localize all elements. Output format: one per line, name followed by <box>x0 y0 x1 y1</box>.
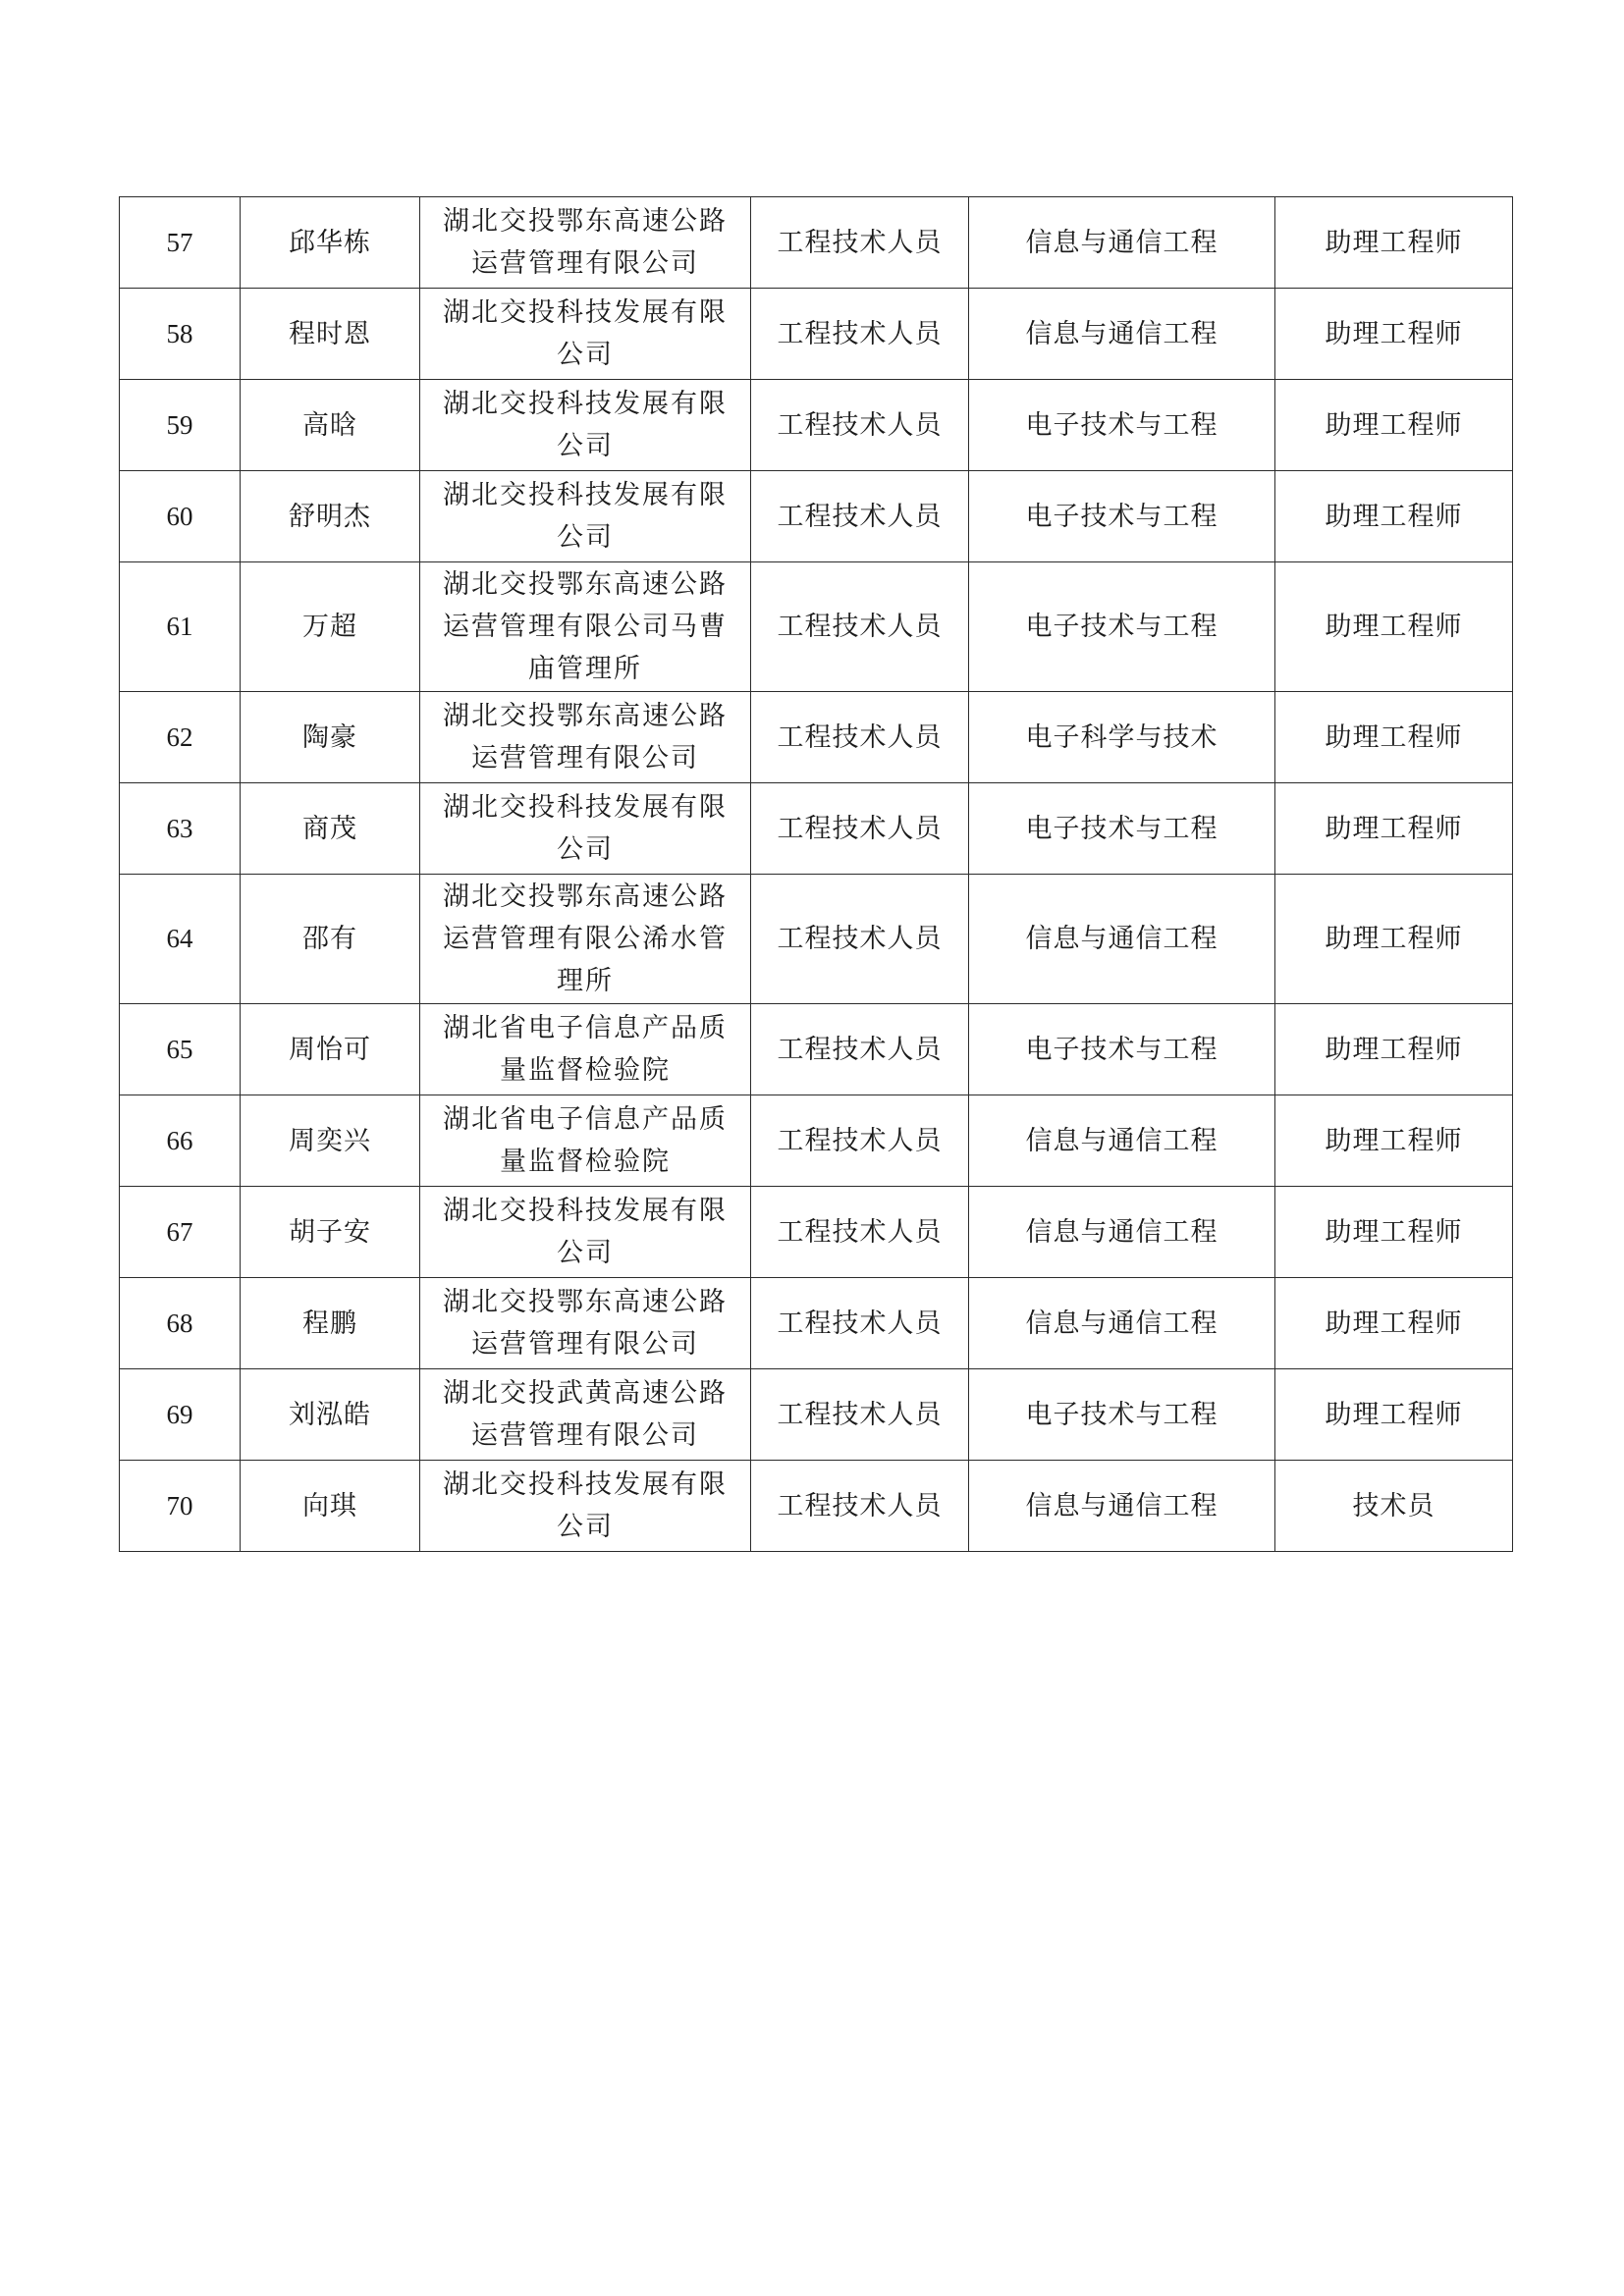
qualification-title: 助理工程师 <box>1275 471 1513 562</box>
table-row <box>120 783 1513 875</box>
row-number: 61 <box>120 562 241 692</box>
organization: 湖北交投科技发展有限公司 <box>420 289 751 380</box>
person-name: 万超 <box>241 562 420 692</box>
qualification-title: 助理工程师 <box>1275 1278 1513 1369</box>
personnel-category: 工程技术人员 <box>751 783 969 875</box>
person-name: 舒明杰 <box>241 471 420 562</box>
roster-table <box>119 196 1513 1552</box>
major: 信息与通信工程 <box>969 1461 1275 1552</box>
table-row <box>120 1095 1513 1187</box>
person-name: 邱华栋 <box>241 197 420 289</box>
row-number: 60 <box>120 471 241 562</box>
table-row <box>120 1369 1513 1461</box>
organization: 湖北交投科技发展有限公司 <box>420 471 751 562</box>
major: 信息与通信工程 <box>969 1095 1275 1187</box>
table-row <box>120 197 1513 289</box>
organization: 湖北交投科技发展有限公司 <box>420 783 751 875</box>
personnel-category: 工程技术人员 <box>751 1461 969 1552</box>
organization: 湖北交投鄂东高速公路运营管理有限公司马曹庙管理所 <box>420 562 751 692</box>
person-name: 周怡可 <box>241 1004 420 1095</box>
person-name: 周奕兴 <box>241 1095 420 1187</box>
qualification-title: 助理工程师 <box>1275 289 1513 380</box>
personnel-category: 工程技术人员 <box>751 289 969 380</box>
major: 电子技术与工程 <box>969 783 1275 875</box>
qualification-title: 助理工程师 <box>1275 875 1513 1004</box>
personnel-category: 工程技术人员 <box>751 1095 969 1187</box>
table-row <box>120 1004 1513 1095</box>
person-name: 向琪 <box>241 1461 420 1552</box>
organization: 湖北省电子信息产品质量监督检验院 <box>420 1004 751 1095</box>
personnel-category: 工程技术人员 <box>751 1369 969 1461</box>
personnel-category: 工程技术人员 <box>751 562 969 692</box>
row-number: 57 <box>120 197 241 289</box>
major: 信息与通信工程 <box>969 875 1275 1004</box>
table-row <box>120 1187 1513 1278</box>
row-number: 70 <box>120 1461 241 1552</box>
row-number: 67 <box>120 1187 241 1278</box>
table-row <box>120 380 1513 471</box>
row-number: 58 <box>120 289 241 380</box>
row-number: 64 <box>120 875 241 1004</box>
table-row <box>120 1461 1513 1552</box>
table-row <box>120 562 1513 692</box>
table-row <box>120 875 1513 1004</box>
row-number: 63 <box>120 783 241 875</box>
major: 电子技术与工程 <box>969 380 1275 471</box>
organization: 湖北省电子信息产品质量监督检验院 <box>420 1095 751 1187</box>
major: 信息与通信工程 <box>969 289 1275 380</box>
personnel-category: 工程技术人员 <box>751 692 969 783</box>
personnel-category: 工程技术人员 <box>751 875 969 1004</box>
qualification-title: 技术员 <box>1275 1461 1513 1552</box>
major: 信息与通信工程 <box>969 197 1275 289</box>
organization: 湖北交投科技发展有限公司 <box>420 380 751 471</box>
organization: 湖北交投科技发展有限公司 <box>420 1187 751 1278</box>
row-number: 69 <box>120 1369 241 1461</box>
major: 电子技术与工程 <box>969 471 1275 562</box>
major: 信息与通信工程 <box>969 1278 1275 1369</box>
row-number: 68 <box>120 1278 241 1369</box>
qualification-title: 助理工程师 <box>1275 380 1513 471</box>
qualification-title: 助理工程师 <box>1275 1369 1513 1461</box>
organization: 湖北交投武黄高速公路运营管理有限公司 <box>420 1369 751 1461</box>
personnel-category: 工程技术人员 <box>751 1004 969 1095</box>
qualification-title: 助理工程师 <box>1275 1187 1513 1278</box>
table-row <box>120 692 1513 783</box>
organization: 湖北交投科技发展有限公司 <box>420 1461 751 1552</box>
major: 电子技术与工程 <box>969 1369 1275 1461</box>
qualification-title: 助理工程师 <box>1275 783 1513 875</box>
organization: 湖北交投鄂东高速公路运营管理有限公浠水管理所 <box>420 875 751 1004</box>
personnel-category: 工程技术人员 <box>751 1278 969 1369</box>
person-name: 刘泓皓 <box>241 1369 420 1461</box>
qualification-title: 助理工程师 <box>1275 1004 1513 1095</box>
roster-table-body <box>120 197 1513 1552</box>
person-name: 程鹏 <box>241 1278 420 1369</box>
qualification-title: 助理工程师 <box>1275 692 1513 783</box>
row-number: 65 <box>120 1004 241 1095</box>
person-name: 商茂 <box>241 783 420 875</box>
organization: 湖北交投鄂东高速公路运营管理有限公司 <box>420 1278 751 1369</box>
major: 信息与通信工程 <box>969 1187 1275 1278</box>
table-row <box>120 1278 1513 1369</box>
person-name: 程时恩 <box>241 289 420 380</box>
major: 电子科学与技术 <box>969 692 1275 783</box>
row-number: 62 <box>120 692 241 783</box>
personnel-category: 工程技术人员 <box>751 197 969 289</box>
person-name: 胡子安 <box>241 1187 420 1278</box>
person-name: 高晗 <box>241 380 420 471</box>
organization: 湖北交投鄂东高速公路运营管理有限公司 <box>420 197 751 289</box>
row-number: 66 <box>120 1095 241 1187</box>
qualification-title: 助理工程师 <box>1275 197 1513 289</box>
organization: 湖北交投鄂东高速公路运营管理有限公司 <box>420 692 751 783</box>
table-row <box>120 471 1513 562</box>
major: 电子技术与工程 <box>969 1004 1275 1095</box>
qualification-title: 助理工程师 <box>1275 1095 1513 1187</box>
major: 电子技术与工程 <box>969 562 1275 692</box>
qualification-title: 助理工程师 <box>1275 562 1513 692</box>
table-row <box>120 289 1513 380</box>
person-name: 邵有 <box>241 875 420 1004</box>
row-number: 59 <box>120 380 241 471</box>
person-name: 陶豪 <box>241 692 420 783</box>
personnel-category: 工程技术人员 <box>751 380 969 471</box>
personnel-category: 工程技术人员 <box>751 471 969 562</box>
personnel-category: 工程技术人员 <box>751 1187 969 1278</box>
